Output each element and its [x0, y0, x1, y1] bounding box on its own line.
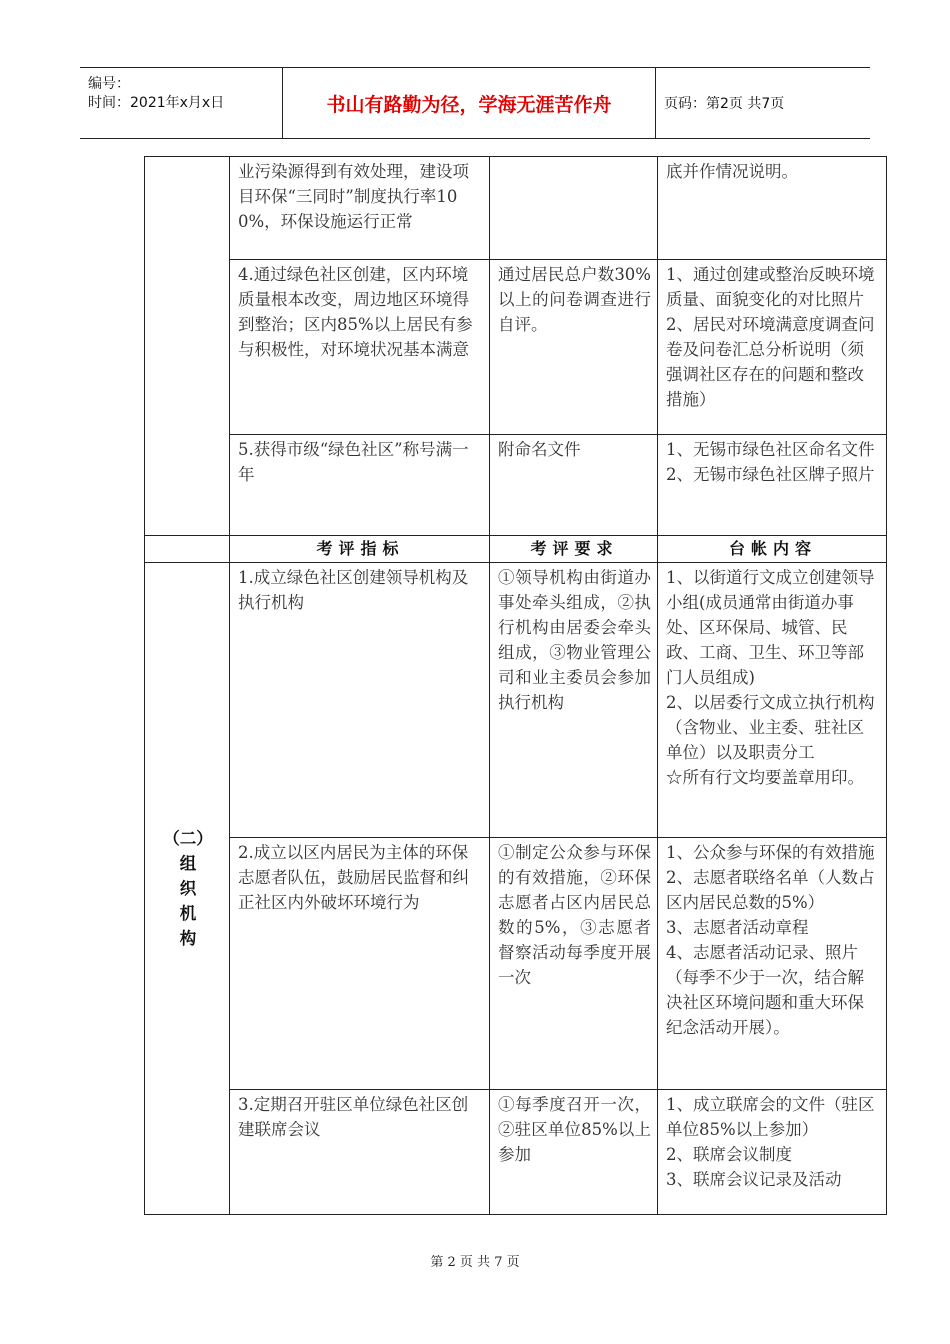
ledger-item: 3、志愿者活动章程	[666, 918, 809, 937]
ledger-item: 3、联席会议记录及活动	[666, 1170, 842, 1189]
table-row	[145, 1090, 887, 1215]
page-footer: 第 2 页 共 7 页	[430, 1255, 520, 1270]
indicator-cell: 2.成立以区内居民为主体的环保志愿者队伍，鼓励居民监督和纠正社区内外破坏环境行为	[230, 838, 490, 1090]
ledger-cell	[658, 157, 887, 260]
requirement-cell: ①领导机构由街道办事处牵头组成，②执行机构由居委会牵头组成，③物业管理公司和业主委员会参加执行机构	[490, 563, 658, 838]
section-label-organization: （二） 组 织 机 构	[145, 563, 230, 1215]
doc-number-label: 编号：	[88, 76, 130, 92]
column-header-requirement: 考评要求	[490, 536, 658, 563]
table-row	[145, 260, 887, 435]
ledger-item: 4、志愿者活动记录、照片（每季不少于一次，结合解决社区环境问题和重大环保纪念活动开展）。	[666, 943, 864, 1037]
ledger-item: 1、通过创建或整治反映环境质量、面貌变化的对比照片	[666, 265, 875, 309]
ledger-item: 1、成立联席会的文件（驻区单位85%以上参加）	[666, 1095, 875, 1139]
indicator-cell: 业污染源得到有效处理，建设项目环保“三同时”制度执行率100%，环保设施运行正常	[230, 157, 490, 260]
ledger-item: 底并作情况说明。	[666, 162, 798, 181]
requirement-cell: 附命名文件	[490, 435, 658, 536]
ledger-cell	[658, 563, 887, 838]
ledger-cell	[658, 838, 887, 1090]
header-empty-cell	[145, 536, 230, 563]
requirement-cell: ①制定公众参与环保的有效措施，②环保志愿者占区内居民总数的5%，③志愿者督察活动每季度开展一次	[490, 838, 658, 1090]
ledger-item: ☆所有行文均要盖章用印。	[666, 768, 864, 787]
section-cell-continued	[145, 157, 230, 536]
table-row	[145, 435, 887, 536]
ledger-item: 2、无锡市绿色社区牌子照片	[666, 465, 875, 484]
ledger-item: 2、联席会议制度	[666, 1145, 792, 1164]
header-motto: 书山有路勤为径，学海无涯苦作舟	[283, 68, 656, 138]
ledger-item: 1、无锡市绿色社区命名文件	[666, 440, 875, 459]
ledger-item: 2、志愿者联络名单（人数占区内居民总数的5%）	[666, 868, 875, 912]
requirement-cell: ①每季度召开一次，②驻区单位85%以上参加	[490, 1090, 658, 1215]
ledger-item: 2、居民对环境满意度调查问卷及问卷汇总分析说明（须强调社区存在的问题和整改措施）	[666, 315, 875, 409]
table-row	[145, 157, 887, 260]
table-header-row	[145, 536, 887, 563]
doc-date-label: 时间：2021年x月x日	[88, 95, 225, 111]
table-row	[145, 838, 887, 1090]
indicator-cell: 1.成立绿色社区创建领导机构及执行机构	[230, 563, 490, 838]
ledger-item: 1、以街道行文成立创建领导小组(成员通常由街道办事处、区环保局、城管、民政、工商、卫生、环卫等部门人员组成)	[666, 568, 875, 687]
requirement-cell: 通过居民总户数30%以上的问卷调查进行自评。	[490, 260, 658, 435]
indicator-cell: 4.通过绿色社区创建，区内环境质量根本改变，周边地区环境得到整治；区内85%以上居民有参与积极性，对环境状况基本满意	[230, 260, 490, 435]
ledger-cell	[658, 435, 887, 536]
ledger-item: 1、公众参与环保的有效措施	[666, 843, 875, 862]
indicator-cell: 5.获得市级“绿色社区”称号满一年	[230, 435, 490, 536]
column-header-indicator: 考评指标	[230, 536, 490, 563]
table-row	[145, 563, 887, 838]
ledger-cell	[658, 260, 887, 435]
ledger-item: 2、以居委行文成立执行机构（含物业、业主委、驻社区单位）以及职责分工	[666, 693, 875, 762]
requirement-cell	[490, 157, 658, 260]
column-header-ledger: 台帐内容	[658, 536, 887, 563]
header-meta	[80, 68, 283, 138]
header-page-info: 页码：第2页 共7页	[664, 96, 785, 112]
ledger-cell	[658, 1090, 887, 1215]
indicator-cell: 3.定期召开驻区单位绿色社区创建联席会议	[230, 1090, 490, 1215]
page-header	[80, 67, 870, 139]
evaluation-table	[144, 156, 887, 1215]
